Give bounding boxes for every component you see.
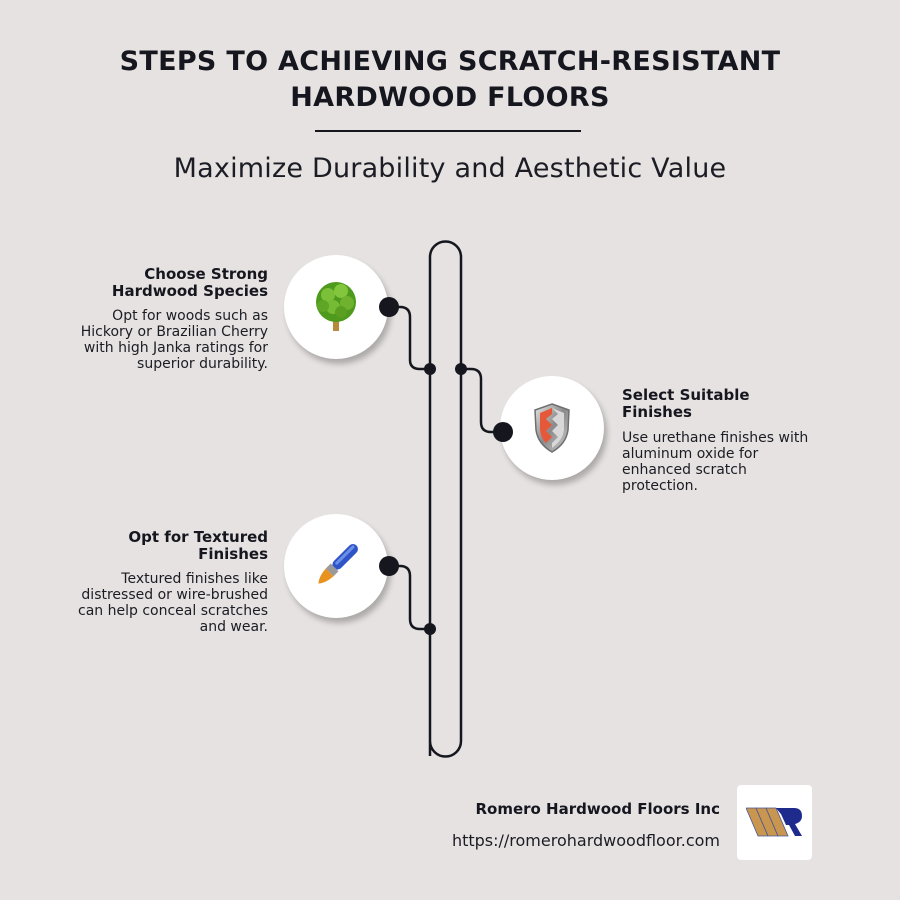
step-3-desc-line: can help conceal scratches xyxy=(78,603,268,619)
step-2-desc-line: protection. xyxy=(622,478,698,494)
step-1-title-line-1: Choose Strong xyxy=(144,265,268,283)
step-1-title xyxy=(40,266,268,300)
step-1-icon-circle xyxy=(284,255,388,359)
step-1-description xyxy=(20,308,268,372)
step-1-desc-line: Opt for woods such as xyxy=(112,308,268,324)
tree-icon xyxy=(311,279,361,335)
title-line-2: HARDWOOD FLOORS xyxy=(290,82,610,113)
step-2-desc-line: aluminum oxide for xyxy=(622,446,759,462)
step-3-title-line-1: Opt for Textured xyxy=(128,528,268,546)
step-2-title xyxy=(622,387,862,421)
company-name: Romero Hardwood Floors Inc xyxy=(475,800,720,818)
step-3-description xyxy=(20,571,268,635)
step-3-icon-circle xyxy=(284,514,388,618)
step-2-desc-line: enhanced scratch xyxy=(622,462,747,478)
step-3-desc-line: Textured finishes like xyxy=(121,571,268,587)
step-1-title-line-2: Hardwood Species xyxy=(111,282,268,300)
subtitle: Maximize Durability and Aesthetic Value xyxy=(173,153,727,184)
step-1-connector-node xyxy=(379,297,399,317)
step-3-connector-node xyxy=(379,556,399,576)
shield-icon xyxy=(532,402,572,454)
step-2-title-line-2: Finishes xyxy=(622,403,692,421)
paintbrush-icon xyxy=(309,539,363,593)
company-logo xyxy=(737,785,812,860)
step-2-connector-node xyxy=(493,422,513,442)
step-3-title-line-2: Finishes xyxy=(198,545,268,563)
romero-logo-icon xyxy=(746,806,804,840)
company-url-link[interactable]: https://romerohardwoodfloor.com xyxy=(451,831,720,850)
step-1-desc-line: superior durability. xyxy=(137,356,268,372)
step-2-icon-circle xyxy=(500,376,604,480)
step-2-description xyxy=(622,430,882,494)
title-line-1: STEPS TO ACHIEVING SCRATCH-RESISTANT xyxy=(119,46,781,77)
step-3-desc-line: and wear. xyxy=(199,619,268,635)
step-2-title-line-1: Select Suitable xyxy=(622,386,750,404)
step-2-desc-line: Use urethane finishes with xyxy=(622,430,809,446)
step-1-desc-line: Hickory or Brazilian Cherry xyxy=(80,324,268,340)
step-1-desc-line: with high Janka ratings for xyxy=(83,340,268,356)
step-3-desc-line: distressed or wire-brushed xyxy=(81,587,268,603)
step-3-title xyxy=(40,529,268,563)
